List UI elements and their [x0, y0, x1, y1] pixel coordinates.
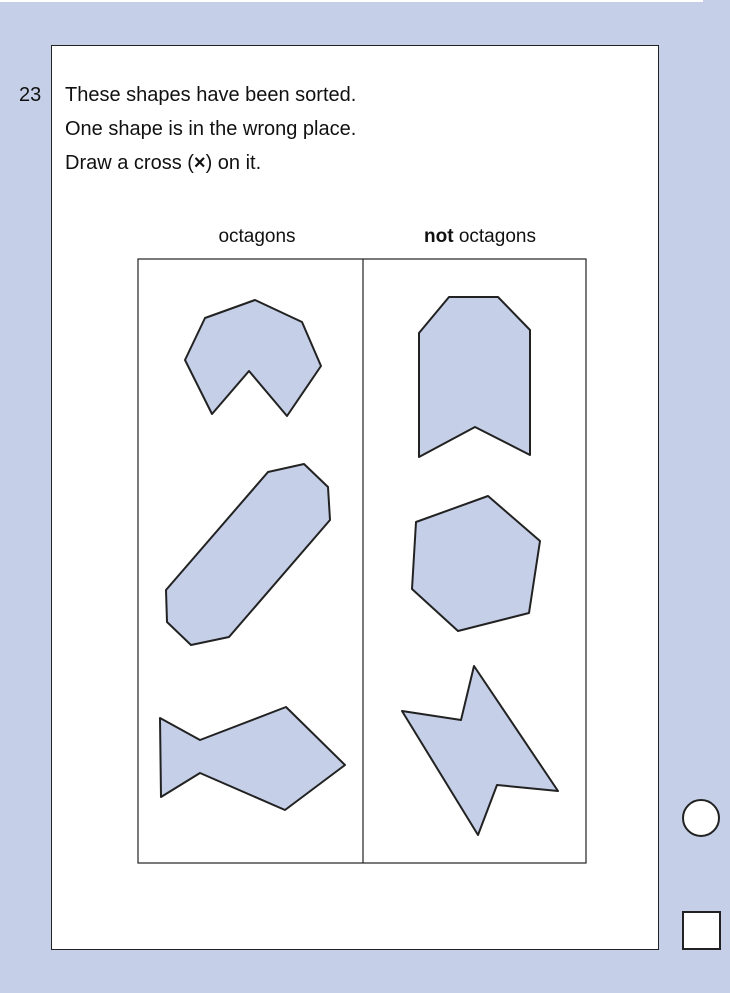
question-line-1: These shapes have been sorted.: [65, 84, 357, 106]
shape-hexagon[interactable]: [412, 496, 540, 631]
shape-long-octagon[interactable]: [166, 464, 330, 645]
mark-circle: [682, 799, 720, 837]
shape-fish[interactable]: [160, 707, 345, 810]
mark-box: [682, 911, 721, 950]
line3-after: ) on it.: [205, 152, 262, 174]
shape-heptagon-notched[interactable]: [185, 300, 321, 416]
header-not-bold: not: [424, 226, 454, 247]
shape-arch-notched[interactable]: [419, 297, 530, 457]
header-rest: octagons: [453, 226, 536, 247]
question-line-2: One shape is in the wrong place.: [65, 118, 357, 140]
question-number: 23: [19, 84, 42, 106]
cross-symbol: ×: [193, 152, 206, 174]
column-header-octagons: octagons: [218, 226, 296, 247]
shape-bowtie[interactable]: [402, 666, 558, 835]
line3-before: Draw a cross (: [65, 152, 194, 174]
